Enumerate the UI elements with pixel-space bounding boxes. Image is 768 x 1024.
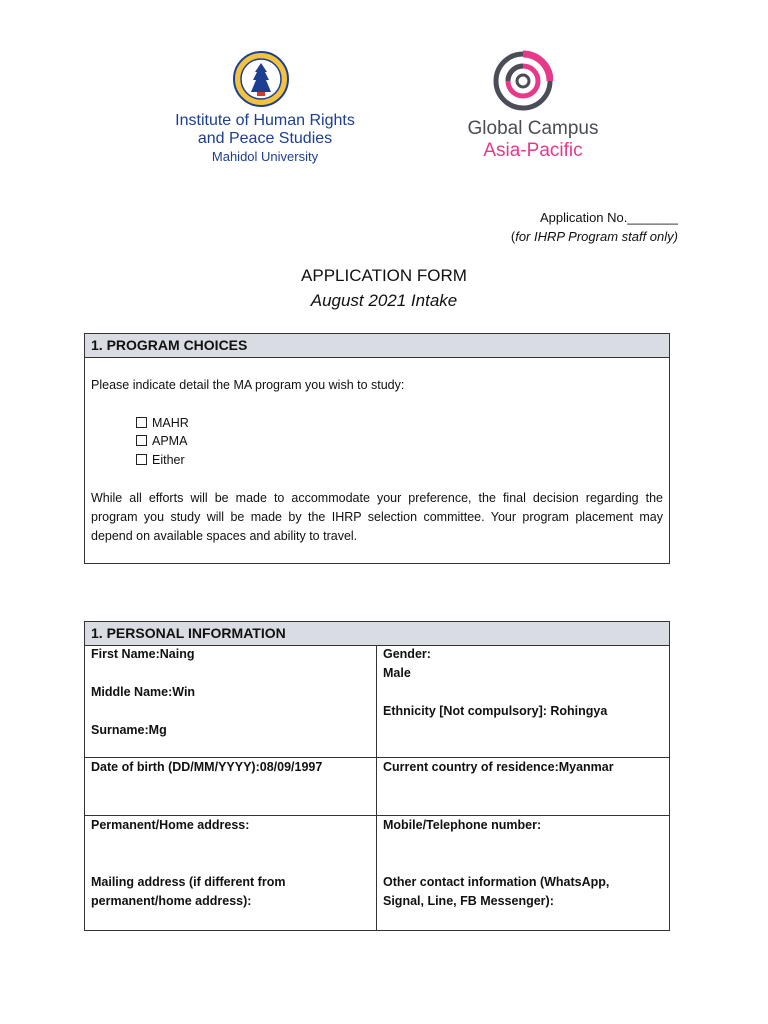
option-label: MAHR (152, 416, 189, 430)
option-apma[interactable] (136, 434, 187, 448)
other-contact-line1: Other contact information (WhatsApp, (383, 875, 610, 889)
option-label: Either (152, 453, 185, 467)
ihrp-name-line1: Institute of Human Rights (175, 112, 355, 129)
mailing-address-line1: Mailing address (if different from (91, 875, 286, 889)
ihrp-logo (150, 45, 380, 170)
middle-name-field: Middle Name:Win (91, 685, 196, 699)
personal-information-table (85, 645, 669, 930)
ethnicity-field: Ethnicity [Not compulsory]: Rohingya (383, 704, 608, 718)
form-title: APPLICATION FORM (301, 266, 467, 285)
option-label: APMA (152, 434, 188, 448)
program-placement-note: While all efforts will be made to accommodate your preference, the final decision regarding the program you study will be made by the IHRP selection committee. Your program placement may depend on available spaces and ability to travel. (91, 491, 663, 543)
first-name-field: First Name:Naing (91, 647, 195, 661)
table-row (85, 758, 669, 816)
program-choices-intro: Please indicate detail the MA program you wish to study: (91, 378, 405, 392)
surname-field: Surname:Mg (91, 723, 167, 737)
application-number-block (511, 208, 678, 246)
mailing-address-line2: permanent/home address): (91, 894, 252, 908)
program-choices-section (84, 333, 670, 564)
form-subtitle: August 2021 Intake (310, 291, 458, 310)
note-text: for IHRP Program staff only) (515, 229, 678, 244)
name-cell[interactable] (85, 645, 377, 757)
personal-information-heading: 1. PERSONAL INFORMATION (85, 622, 669, 646)
global-campus-swirl-icon (493, 48, 553, 114)
other-contact-line2: Signal, Line, FB Messenger): (383, 894, 554, 908)
application-number-label: Application No._______ (539, 210, 678, 225)
program-choices-heading: 1. PROGRAM CHOICES (85, 334, 669, 358)
gender-value: Male (383, 666, 411, 680)
option-mahr[interactable] (136, 416, 189, 430)
personal-information-section (84, 621, 670, 931)
dob-cell[interactable] (85, 758, 377, 815)
permanent-address-field: Permanent/Home address: (91, 818, 250, 832)
table-row (85, 816, 669, 930)
gender-label: Gender: (383, 647, 431, 661)
mahidol-seal-icon (233, 50, 289, 108)
checkbox-icon[interactable] (136, 417, 147, 428)
contact-cell[interactable] (377, 816, 669, 930)
checkbox-icon[interactable] (136, 454, 147, 465)
country-field: Current country of residence:Myanmar (383, 760, 614, 774)
global-campus-line1: Global Campus (467, 118, 599, 139)
mobile-field: Mobile/Telephone number: (383, 818, 542, 832)
application-number-note (511, 227, 678, 246)
address-cell[interactable] (85, 816, 377, 930)
global-campus-line2: Asia-Pacific (483, 140, 583, 161)
ihrp-university: Mahidol University (211, 149, 319, 164)
note-open-paren: ( (510, 229, 516, 244)
ihrp-name-line2: and Peace Studies (197, 130, 333, 147)
country-cell[interactable] (377, 758, 669, 815)
table-row (85, 645, 669, 758)
checkbox-icon[interactable] (136, 435, 147, 446)
option-either[interactable] (136, 453, 185, 467)
global-campus-logo (448, 48, 618, 166)
gender-cell[interactable] (377, 645, 669, 757)
dob-field: Date of birth (DD/MM/YYYY):08/09/1997 (91, 760, 323, 774)
